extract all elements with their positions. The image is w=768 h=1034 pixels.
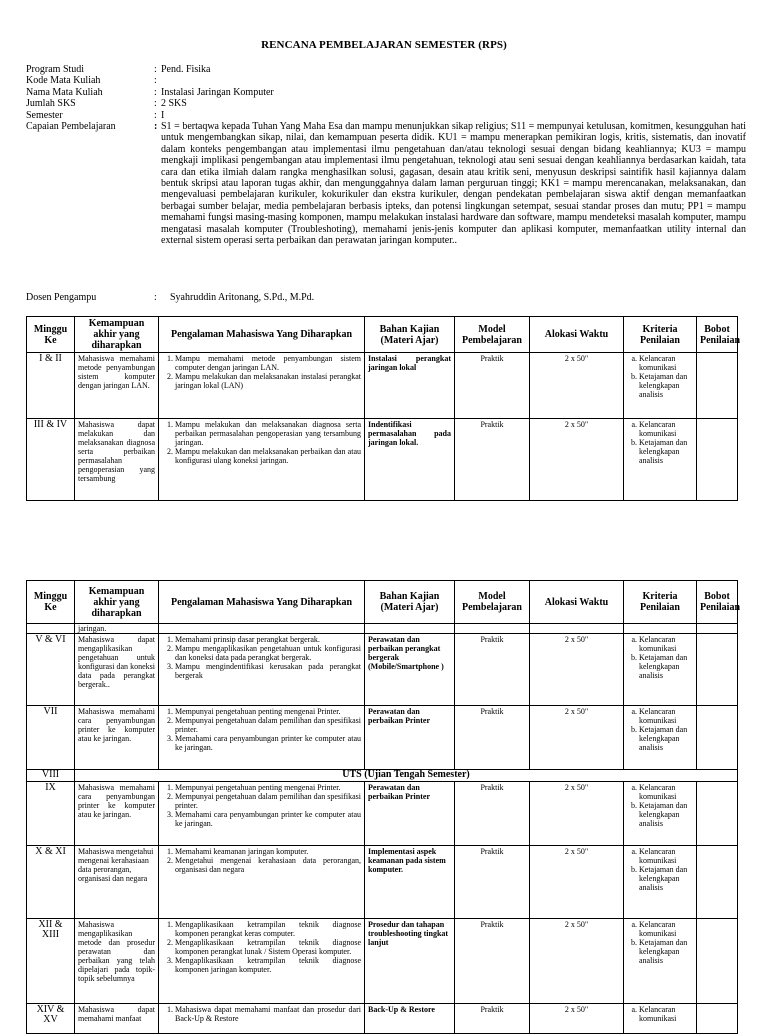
info-label: Nama Mata Kuliah — [26, 86, 103, 98]
info-value: 2 SKS — [161, 98, 187, 110]
cell-bobot — [697, 353, 738, 419]
info-row-cpl — [26, 121, 746, 246]
list-item: b. Ketajaman dan kelengkapan analisis — [639, 725, 693, 752]
cell-bahan: Indentifikasi permasalahan pada jaringan lokal. — [365, 419, 455, 501]
cell-model: Praktik — [455, 1004, 530, 1034]
col-kemampuan: Kemampuan akhir yang diharapkan — [75, 581, 159, 624]
capaian-pembelajaran-text: S1 = bertaqwa kepada Tuhan Yang Maha Esa dan mampu menunjukkan sikap religius; S11 = mempunyai ketulusan, komitmen, kesungguhan hati untuk mengembangkan sikap, nilai, dan kemampuan peserta didik. KU1 = mampu menerapkan pemikiran logis, kritis, sistematis, dan inovatif dalam konteks pengembangan atau implementasi ilmu pengetahuan dan/atau teknologi sesuai dengan bidang keahliannya; KU3 = mampu mengkaji implikasi pengembangan atau implementasi ilmu pengetahuan, teknologi atau seni sesuai dengan keahliannya berdasarkan kaidah, tata cara dan etika ilmiah dalam rangka menghasilkan solusi, gagasan, desain atau kritik seni, menyusun deskripsi saintifik hasil kajiannya dalam bentuk skripsi atau laporan tugas akhir, dan mengunggahnya dalam laman perguruan tinggi; KK1 = mampu merencanakan, melaksanakan, dan mengevaluasi pembelajaran kurikuler, kokurikuler dan ekstra kurikuler, dengan pendekatan pembelajaran siswa aktif dengan memanfaatkan berbagai sumber belajar, media pembelajaran berbasis ipteks, dan potensi lingkungan setempat, sesuai standar proses dan mutu; PP1 = mampu memahami fungsi masing-masing komponen, mampu melakukan instalasi hardware dan software, mampu mendeteksi masalah komputer, mampu mengatasi masalah komputer (Troubleshoting), memahami jenis-jenis komputer dan aplikasi komputer, memanfaatkan utility internal dan external sistem operasi serta perbaikan dan perawatan jaringan komputer.. — [161, 121, 746, 247]
cell-bobot — [697, 1004, 738, 1034]
list-item: a. Kelancaran komunikasi — [639, 1005, 693, 1023]
cell-kemampuan: Mahasiswa memahami metode penyambungan sistem komputer dengan jaringan LAN. — [75, 353, 159, 419]
cell-minggu: III & IV — [27, 419, 75, 501]
info-sep: : — [154, 75, 157, 87]
col-alokasi: Alokasi Waktu — [530, 317, 624, 353]
col-bobot: Bobot Penilaian — [697, 581, 738, 624]
info-label: Jumlah SKS — [26, 98, 76, 110]
cell-model: Praktik — [455, 634, 530, 706]
info-row-nama-mk — [26, 87, 746, 98]
cell-alokasi: 2 x 50" — [530, 706, 624, 770]
info-label: Dosen Pengampu — [26, 292, 97, 303]
cell-kemampuan: Mahasiswa dapat memahami manfaat — [75, 1004, 159, 1034]
info-row-sks — [26, 98, 746, 109]
list-item: b. Ketajaman dan kelengkapan analisis — [639, 938, 693, 965]
cell-kemampuan-cont: jaringan. — [75, 624, 159, 634]
col-alokasi: Alokasi Waktu — [530, 581, 624, 624]
cell-minggu: X & XI — [27, 846, 75, 919]
cell-pengalaman — [159, 1004, 365, 1034]
cell-bobot — [697, 706, 738, 770]
table-row-continued — [27, 624, 738, 634]
cell-kemampuan: Mahasiswa mengetahui mengenai kerahasiaan data perorangan, organisasi dan negara — [75, 846, 159, 919]
cell-model: Praktik — [455, 706, 530, 770]
uts-label: UTS (Ujian Tengah Semester) — [75, 770, 738, 782]
cell-minggu: V & VI — [27, 634, 75, 706]
cell-kriteria — [624, 782, 697, 846]
list-item: 2. Mempunyai pengetahuan dalam pemilihan dan spesifikasi printer. — [175, 716, 361, 734]
list-item: a. Kelancaran komunikasi — [639, 420, 693, 438]
course-info — [26, 64, 746, 247]
cell-model: Praktik — [455, 919, 530, 1004]
table-row — [27, 353, 738, 419]
info-sep: : — [154, 98, 157, 110]
cell-model: Praktik — [455, 419, 530, 501]
list-item: 1. Mampu melakukan dan melaksanakan diagnosa serta perbaikan permasalahan pengoperasian yang tersambung jaringan. — [175, 420, 361, 447]
cell-bahan: Implementasi aspek keamanan pada sistem komputer. — [365, 846, 455, 919]
cell-bobot — [697, 782, 738, 846]
list-item: 3. Mampu mengindentifikasi kerusakan pada perangkat bergerak — [175, 662, 361, 680]
cell-bobot — [697, 919, 738, 1004]
col-kemampuan: Kemampuan akhir yang diharapkan — [75, 317, 159, 353]
list-item: 3. Memahami cara penyambungan printer ke computer atau ke jaringan. — [175, 734, 361, 752]
info-row-kode-mk — [26, 75, 746, 86]
cell-pengalaman — [159, 634, 365, 706]
table-header-row — [27, 581, 738, 624]
cell-minggu: VIII — [27, 770, 75, 782]
cell-kriteria — [624, 919, 697, 1004]
info-label: Semester — [26, 109, 63, 121]
cell-minggu: XII & XIII — [27, 919, 75, 1004]
cell-bahan: Perawatan dan perbaikan Printer — [365, 706, 455, 770]
list-item: 3. Mengaplikasikaan ketrampilan teknik diagnose komponen jaringan komputer. — [175, 956, 361, 974]
list-item: 2. Mampu melakukan dan melaksanakan instalasi perangkat jaringan lokal (LAN) — [175, 372, 361, 390]
list-item: 1. Memahami keamanan jaringan komputer. — [175, 847, 361, 856]
col-model: Model Pembelajaran — [455, 317, 530, 353]
col-kriteria: Kriteria Penilaian — [624, 317, 697, 353]
info-row-program-studi — [26, 64, 746, 75]
cell-alokasi: 2 x 50" — [530, 782, 624, 846]
table-row — [27, 1004, 738, 1034]
list-item: 2. Mampu melakukan dan melaksanakan perbaikan dan atau konfigurasi ulang koneksi jaringan. — [175, 447, 361, 465]
list-item: 2. Mengaplikasikaan ketrampilan teknik diagnose komponen perangkat lunak / Sistem Operasi komputer. — [175, 938, 361, 956]
cell-bobot — [697, 846, 738, 919]
cell-model: Praktik — [455, 846, 530, 919]
list-item: a. Kelancaran komunikasi — [639, 847, 693, 865]
list-item: 1. Mahasiswa dapat memahami manfaat dan prosedur dari Back-Up & Restore — [175, 1005, 361, 1023]
col-bobot: Bobot Penilaian — [697, 317, 738, 353]
col-kriteria: Kriteria Penilaian — [624, 581, 697, 624]
cell-kemampuan: Mahasiswa dapat mengaplikasikan pengetahuan untuk konfigurasi dan koneksi data pada perangkat bergerak.. — [75, 634, 159, 706]
col-pengalaman: Pengalaman Mahasiswa Yang Diharapkan — [159, 317, 365, 353]
cell-bobot — [697, 634, 738, 706]
list-item: b. Ketajaman dan kelengkapan analisis — [639, 372, 693, 399]
table-row — [27, 919, 738, 1004]
cell-kemampuan: Mahasiswa memahami cara penyambungan printer ke komputer atau ke jaringan. — [75, 782, 159, 846]
cell-kriteria — [624, 419, 697, 501]
cell-kemampuan: Mahasiswa dapat melakukan dan melaksanakan diagnosa serta perbaikan permasalahan pengoperasian yang tersambung — [75, 419, 159, 501]
cell-kriteria — [624, 706, 697, 770]
dosen-pengampu — [26, 292, 314, 303]
cell-bahan: Perawatan dan perbaikan perangkat bergerak (Mobile/Smartphone ) — [365, 634, 455, 706]
cell-alokasi: 2 x 50" — [530, 1004, 624, 1034]
list-item: 2. Mampu mengaplikasikan pengetahuan untuk konfigurasi dan koneksi data pada perangkat bergerak. — [175, 644, 361, 662]
info-sep: : — [154, 64, 157, 75]
list-item: a. Kelancaran komunikasi — [639, 783, 693, 801]
cell-kriteria — [624, 634, 697, 706]
table-row-uts — [27, 770, 738, 782]
cell-kriteria — [624, 846, 697, 919]
col-bahan: Bahan Kajian (Materi Ajar) — [365, 317, 455, 353]
cell-model: Praktik — [455, 782, 530, 846]
cell-minggu — [27, 624, 75, 634]
list-item: a. Kelancaran komunikasi — [639, 707, 693, 725]
list-item: b. Ketajaman dan kelengkapan analisis — [639, 653, 693, 680]
col-minggu: Minggu Ke — [27, 317, 75, 353]
cell-bahan: Perawatan dan perbaikan Printer — [365, 782, 455, 846]
cell-bahan: Instalasi perangkat jaringan lokal — [365, 353, 455, 419]
list-item: b. Ketajaman dan kelengkapan analisis — [639, 438, 693, 465]
list-item: b. Ketajaman dan kelengkapan analisis — [639, 801, 693, 828]
cell-alokasi: 2 x 50" — [530, 353, 624, 419]
cell-minggu: XIV & XV — [27, 1004, 75, 1034]
cell-alokasi: 2 x 50" — [530, 919, 624, 1004]
list-item: 1. Memahami prinsip dasar perangkat bergerak. — [175, 635, 361, 644]
cell-pengalaman — [159, 846, 365, 919]
info-label: Program Studi — [26, 64, 85, 75]
info-sep: : — [154, 109, 157, 121]
table-row — [27, 706, 738, 770]
list-item: a. Kelancaran komunikasi — [639, 920, 693, 938]
cell-pengalaman — [159, 353, 365, 419]
rps-table-1 — [26, 316, 741, 501]
info-sep: : — [154, 292, 157, 303]
list-item: 2. Mengetahui mengenai kerahasiaan data perorangan, organisasi dan negara — [175, 856, 361, 874]
table-row — [27, 419, 738, 501]
cell-bahan: Prosedur dan tahapan troubleshooting tingkat lanjut — [365, 919, 455, 1004]
info-label: Kode Mata Kuliah — [26, 75, 101, 87]
list-item: 3. Memahami cara penyambungan printer ke computer atau ke jaringan. — [175, 810, 361, 828]
cell-minggu: VII — [27, 706, 75, 770]
cell-pengalaman — [159, 919, 365, 1004]
rps-table-2 — [26, 580, 741, 1034]
info-value: Instalasi Jaringan Komputer — [161, 86, 274, 98]
col-model: Model Pembelajaran — [455, 581, 530, 624]
list-item: b. Ketajaman dan kelengkapan analisis — [639, 865, 693, 892]
info-value: Syahruddin Aritonang, S.Pd., M.Pd. — [170, 292, 315, 303]
col-pengalaman: Pengalaman Mahasiswa Yang Diharapkan — [159, 581, 365, 624]
list-item: 1. Mengaplikasikaan ketrampilan teknik diagnose komponen perangkat keras computer. — [175, 920, 361, 938]
cell-pengalaman — [159, 782, 365, 846]
cell-bahan: Back-Up & Restore — [365, 1004, 455, 1034]
cell-bobot — [697, 419, 738, 501]
info-sep: : — [154, 86, 157, 98]
list-item: 1. Mempunyai pengetahuan penting mengenai Printer. — [175, 707, 361, 716]
list-item: a. Kelancaran komunikasi — [639, 635, 693, 653]
cell-minggu: I & II — [27, 353, 75, 419]
table-row — [27, 782, 738, 846]
cell-pengalaman — [159, 706, 365, 770]
info-label: Capaian Pembelajaran — [26, 121, 116, 133]
info-sep: : — [154, 121, 158, 133]
info-value: I — [161, 109, 165, 121]
info-row-semester — [26, 110, 746, 121]
list-item: 1. Mempunyai pengetahuan penting mengenai Printer. — [175, 783, 361, 792]
table-header-row — [27, 317, 738, 353]
cell-kemampuan: Mahasiswa mengaplikasikan metode dan prosedur perawatan dan perbaikan yang telah dipelajari pada topik-topik sebelumnya — [75, 919, 159, 1004]
table-row — [27, 846, 738, 919]
col-bahan: Bahan Kajian (Materi Ajar) — [365, 581, 455, 624]
page-title: RENCANA PEMBELAJARAN SEMESTER (RPS) — [261, 39, 507, 51]
cell-alokasi: 2 x 50" — [530, 846, 624, 919]
list-item: 2. Mempunyai pengetahuan dalam pemilihan dan spesifikasi printer. — [175, 792, 361, 810]
cell-kemampuan: Mahasiswa memahami cara penyambungan printer ke komputer atau ke jaringan. — [75, 706, 159, 770]
cell-kriteria — [624, 1004, 697, 1034]
info-value — [161, 75, 746, 86]
list-item: a. Kelancaran komunikasi — [639, 354, 693, 372]
cell-minggu: IX — [27, 782, 75, 846]
cell-alokasi: 2 x 50" — [530, 634, 624, 706]
col-minggu: Minggu Ke — [27, 581, 75, 624]
info-value: Pend. Fisika — [161, 64, 211, 75]
cell-alokasi: 2 x 50" — [530, 419, 624, 501]
table-row — [27, 634, 738, 706]
cell-pengalaman — [159, 419, 365, 501]
cell-model: Praktik — [455, 353, 530, 419]
list-item: 1. Mampu memahami metode penyambungan sistem computer dengan jaringan LAN. — [175, 354, 361, 372]
cell-kriteria — [624, 353, 697, 419]
